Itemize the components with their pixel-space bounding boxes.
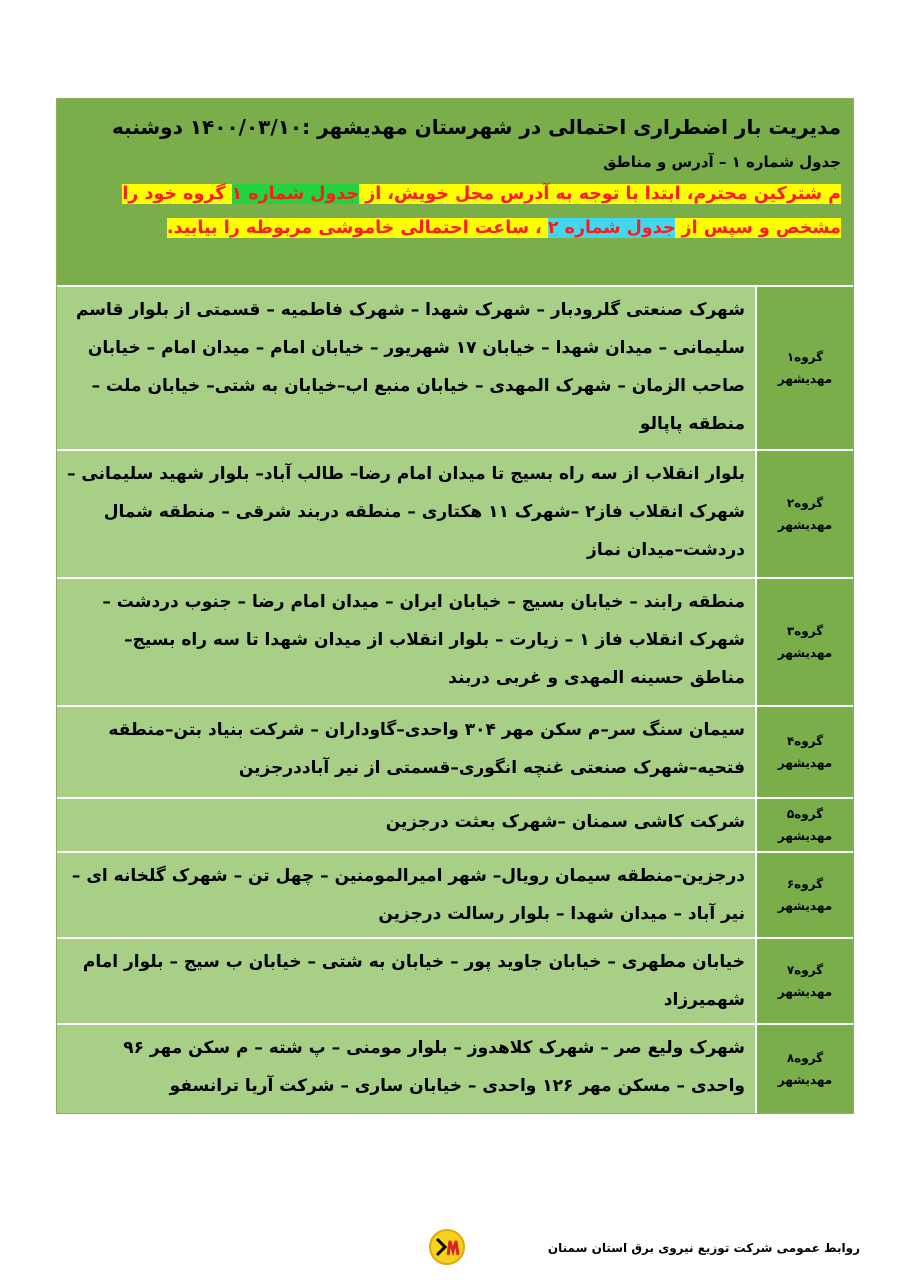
document-header <box>57 99 853 285</box>
group-cell <box>755 799 853 851</box>
group-cell <box>755 707 853 797</box>
group-label: گروه۳ <box>786 624 824 638</box>
group-addresses: شهرک صنعتی گلرودبار – شهرک شهدا – شهرک فاطمیه – قسمتی از بلوار قاسم سلیمانی – میدان شهدا – خیابان ۱۷ شهریور – خیابان امام – میدان امام – خیابان صاحب الزمان – شهرک المهدی – خیابان منبع اب–خیابان به شتی– خیابان ملت – منطقه پاپالو <box>57 287 755 449</box>
notice-text-3: ، ساعت احتمالی خاموشی مربوطه را بیابید. <box>166 218 548 238</box>
group-city: مهدیشهر <box>777 829 833 843</box>
group-city: مهدیشهر <box>777 756 833 770</box>
group-row-6 <box>57 851 853 937</box>
group-cell <box>755 451 853 577</box>
group-addresses: درجزین–منطقه سیمان رویال– شهر امیرالمومنین – چهل تن – شهرک گلخانه ای – نیر آباد – میدان شهدا – بلوار رسالت درجزین <box>57 853 755 937</box>
group-label: گروه۸ <box>786 1051 824 1065</box>
table-subtitle: جدول شماره ۱ – آدرس و مناطق <box>603 153 841 171</box>
notice-table2-ref: جدول شماره ۲ <box>547 218 676 238</box>
outage-document <box>56 98 854 1114</box>
group-row-8 <box>57 1023 853 1113</box>
power-company-logo-icon <box>428 1228 466 1266</box>
group-row-3 <box>57 577 853 705</box>
group-addresses: بلوار انقلاب از سه راه بسیج تا میدان امام رضا– طالب آباد– بلوار شهید سلیمانی – شهرک انقلاب فاز۲ –شهرک ۱۱ هکتاری – منطقه دربند شرقی – منطقه شمال دردشت–میدان نماز <box>57 451 755 577</box>
notice-text-1: ابتدا با توجه به آدرس محل خویش، از <box>359 184 687 204</box>
group-city: مهدیشهر <box>777 518 833 532</box>
page-title: مدیریت بار اضطراری احتمالی در شهرستان مهدیشهر :۱۴۰۰/۰۳/۱۰ دوشنبه <box>112 115 841 139</box>
group-label: گروه۱ <box>786 350 824 364</box>
group-label: گروه۲ <box>786 496 824 510</box>
group-addresses: خیابان مطهری – خیابان جاوید پور – خیابان به شتی – خیابان ب سیج – بلوار امام شهمیرزاد <box>57 939 755 1023</box>
group-cell <box>755 853 853 937</box>
group-city: مهدیشهر <box>777 985 833 999</box>
notice-greeting: م شترکین محترم، <box>686 184 841 204</box>
group-city: مهدیشهر <box>777 372 833 386</box>
group-addresses: سیمان سنگ سر–م سکن مهر ۳۰۴ واحدی–گاوداران – شرکت بنیاد بتن–منطقه فتحیه–شهرک صنعتی غنچه انگوری–قسمتی از نیر آباددرجزین <box>57 707 755 797</box>
group-row-5 <box>57 797 853 851</box>
notice-table1-ref: جدول شماره ۱ <box>231 184 360 204</box>
group-cell <box>755 579 853 705</box>
group-label: گروه۴ <box>786 734 824 748</box>
group-cell <box>755 287 853 449</box>
group-addresses: شرکت کاشی سمنان –شهرک بعثت درجزین <box>57 799 755 851</box>
notice-text-2: گروه خود را مشخص و سپس از <box>122 184 841 238</box>
group-row-2 <box>57 449 853 577</box>
group-city: مهدیشهر <box>777 646 833 660</box>
group-row-7 <box>57 937 853 1023</box>
group-label: گروه۶ <box>786 877 824 891</box>
group-label: گروه۵ <box>786 807 824 821</box>
customer-notice <box>69 177 841 245</box>
footer <box>420 1228 860 1268</box>
footer-credit: روابط عمومی شرکت توزیع نیروی برق استان سمنان <box>547 1241 860 1255</box>
group-label: گروه۷ <box>786 963 824 977</box>
group-addresses: منطقه رابند – خیابان بسیج – خیابان ایران – میدان امام رضا – جنوب دردشت – شهرک انقلاب فاز ۱ – زیارت – بلوار انقلاب از میدان شهدا تا سه راه بسیج– مناطق حسینه المهدی و غربی دربند <box>57 579 755 705</box>
group-row-4 <box>57 705 853 797</box>
group-city: مهدیشهر <box>777 899 833 913</box>
group-row-1 <box>57 285 853 449</box>
group-cell <box>755 939 853 1023</box>
group-city: مهدیشهر <box>777 1073 833 1087</box>
group-cell <box>755 1025 853 1113</box>
group-addresses: شهرک ولیع صر – شهرک کلاهدوز – بلوار مومنی – پ شته – م سکن مهر ۹۶ واحدی – مسکن مهر ۱۲۶ واحدی – خیابان ساری – شرکت آریا ترانسفو <box>57 1025 755 1113</box>
